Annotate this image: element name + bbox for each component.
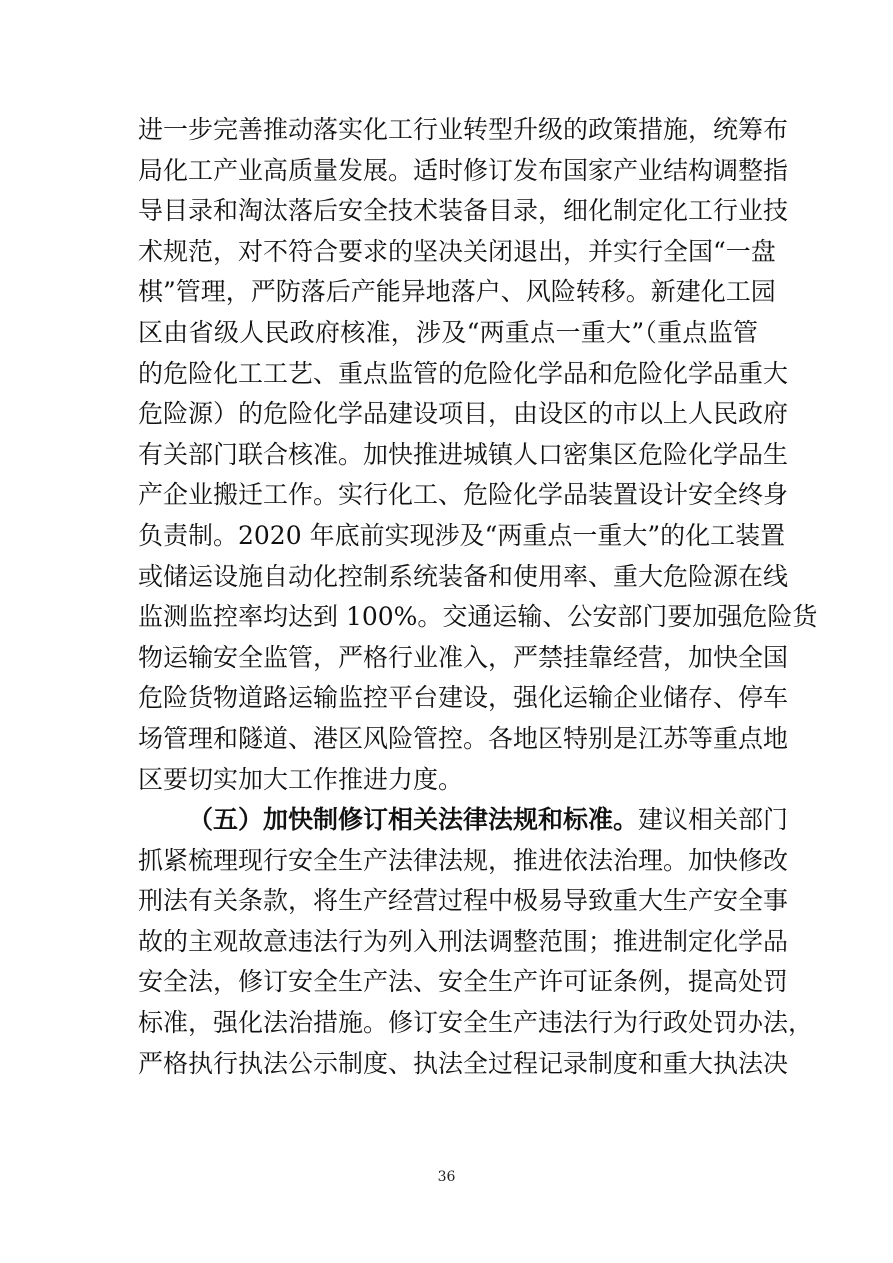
body-text <box>138 110 818 1084</box>
text-line: 有关部门联合核准。加快推进城镇人口密集区危险化学品生 <box>138 439 789 469</box>
text-line: 故的主观故意违法行为列入刑法调整范围；推进制定化学品 <box>138 926 789 956</box>
text-line: 负责制。2020 年底前实现涉及“两重点一重大”的化工装置 <box>138 520 786 550</box>
text-line: 的危险化工工艺、重点监管的危险化学品和危险化学品重大 <box>138 358 789 388</box>
text-line: 棋”管理，严防落后产能异地落户、风险转移。新建化工园 <box>138 277 776 307</box>
text-line: 进一步完善推动落实化工行业转型升级的政策措施，统筹布 <box>138 115 789 144</box>
text-line: 区要切实加大工作推进力度。 <box>138 764 464 794</box>
text-line: 区由省级人民政府核准，涉及“两重点一重大”（重点监管 <box>138 317 758 347</box>
text-line: 严格执行执法公示制度、执法全过程记录制度和重大执法决 <box>138 1048 789 1078</box>
text-line: 产企业搬迁工作。实行化工、危险化学品装置设计安全终身 <box>138 480 789 510</box>
text-line: 安全法，修订安全生产法、安全生产许可证条例，提高处罚 <box>138 967 789 997</box>
paragraph-2 <box>138 800 814 1084</box>
text-line: 物运输安全监管，严格行业准入，严禁挂靠经营，加快全国 <box>138 642 789 672</box>
section-heading-line <box>138 800 789 841</box>
text-line: 场管理和隧道、港区风险管控。各地区特别是江苏等重点地 <box>138 723 789 753</box>
text-line: 导目录和淘汰落后安全技术装备目录，细化制定化工行业技 <box>138 196 789 226</box>
text-line: 危险货物道路运输监控平台建设，强化运输企业储存、停车 <box>138 683 789 713</box>
text-line: 术规范，对不符合要求的坚决关闭退出，并实行全国“一盘 <box>138 236 776 266</box>
text-line: 标准，强化法治措施。修订安全生产违法行为行政处罚办法， <box>138 1008 814 1038</box>
text-line: 抓紧梳理现行安全生产法律法规，推进依法治理。加快修改 <box>138 845 789 875</box>
page-number: 36 <box>437 1169 456 1185</box>
paragraph-1 <box>138 110 818 800</box>
text-line: 危险源）的危险化学品建设项目，由设区的市以上人民政府 <box>138 399 789 429</box>
text-line: 刑法有关条款，将生产经营过程中极易导致重大生产安全事 <box>138 886 789 916</box>
section-heading: （五）加快制修订相关法律法规和标准。 <box>188 805 639 835</box>
text-line: 局化工产业高质量发展。适时修订发布国家产业结构调整指 <box>138 155 789 185</box>
text-line: 或储运设施自动化控制系统装备和使用率、重大危险源在线 <box>138 561 789 591</box>
text-line: 监测监控率均达到 100%。交通运输、公安部门要加强危险货 <box>138 602 818 632</box>
heading-line-text: 建议相关部门 <box>638 805 789 835</box>
